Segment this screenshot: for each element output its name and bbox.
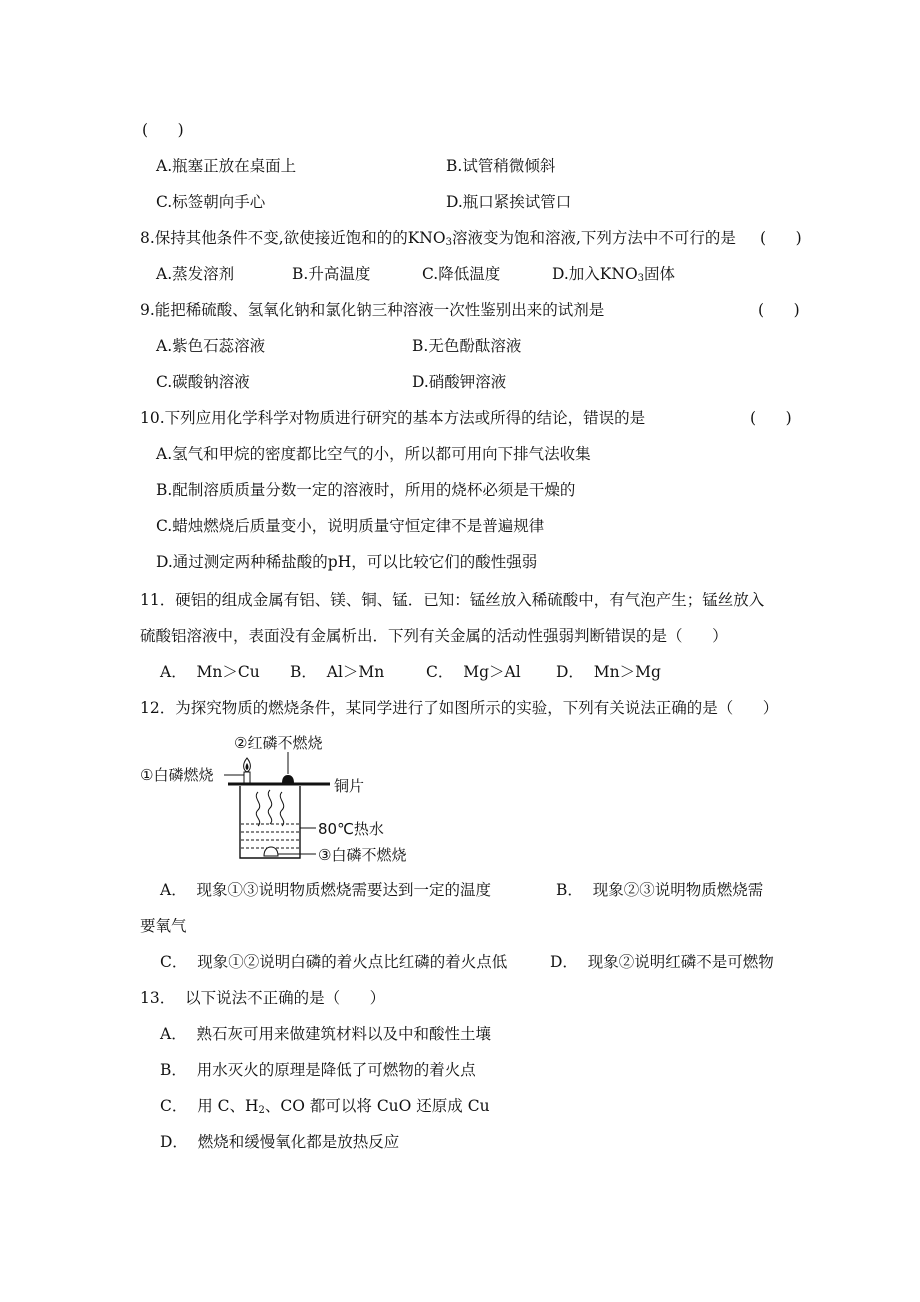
q12-stem: 12．为探究物质的燃烧条件，某同学进行了如图所示的实验，下列有关说法正确的是（ ）: [140, 699, 779, 717]
q8-option-c: C.降低温度: [422, 265, 501, 283]
q9-option-a: A.紫色石蕊溶液: [156, 337, 266, 355]
red-phosphorus-icon: [282, 775, 294, 783]
q11-option-a: A． Mn＞Cu: [160, 663, 260, 681]
q7-option-c: C.标签朝向手心: [156, 193, 266, 211]
q7-option-d: D.瓶口紧挨试管口: [446, 193, 572, 211]
q10-option-b: B.配制溶质质量分数一定的溶液时，所用的烧杯必须是干燥的: [156, 481, 576, 499]
q10-answer-bracket: ( ): [750, 409, 792, 427]
q12-experiment-figure: [138, 728, 438, 870]
q8-stem: 8.保持其他条件不变,欲使接近饱和的的$KNO_3$溶液变为饱和溶液,下列方法中不可行的是: [140, 229, 736, 248]
q13-option-c: C． 用 C、$H_2$、CO 都可以将 CuO 还原成 Cu: [160, 1097, 490, 1116]
q12-option-c: C． 现象①②说明白磷的着火点比红磷的着火点低: [160, 953, 508, 971]
q13-stem: 13． 以下说法不正确的是（ ）: [140, 989, 386, 1007]
figure-label-1: ①白磷燃烧: [140, 766, 214, 784]
q11-stem-line-1: 11．硬铝的组成金属有铝、镁、铜、锰．已知：锰丝放入稀硫酸中，有气泡产生；锰丝放入: [140, 591, 765, 609]
heat-wave-icon: [268, 790, 271, 824]
heat-wave-icon: [256, 792, 259, 826]
q12-option-d: D． 现象②说明红磷不是可燃物: [550, 953, 774, 971]
submerged-white-phosphorus-icon: [264, 847, 278, 856]
q9-option-b: B.无色酚酞溶液: [412, 337, 522, 355]
q11-option-b: B． Al＞Mn: [290, 663, 385, 681]
q7-answer-bracket: ( ): [142, 121, 184, 139]
q13-option-b: B． 用水灭火的原理是降低了可燃物的着火点: [160, 1061, 476, 1079]
q12-option-a: A． 现象①③说明物质燃烧需要达到一定的温度: [160, 881, 492, 899]
q11-stem-line-2: 硫酸铝溶液中，表面没有金属析出．下列有关金属的活动性强弱判断错误的是（ ）: [140, 627, 728, 645]
q7-option-b: B.试管稍微倾斜: [446, 157, 556, 175]
q10-option-a: A.氢气和甲烷的密度都比空气的小，所以都可用向下排气法收集: [156, 445, 591, 463]
heat-wave-icon: [280, 792, 283, 826]
q10-option-d: D.通过测定两种稀盐酸的pH，可以比较它们的酸性强弱: [156, 553, 538, 571]
q8-option-a: A.蒸发溶剂: [156, 265, 235, 283]
white-phosphorus-holder: [244, 772, 250, 783]
q11-option-c: C． Mg＞Al: [426, 663, 521, 681]
figure-label-3: ③白磷不燃烧: [318, 846, 407, 864]
q9-stem: 9.能把稀硫酸、氢氧化钠和氯化钠三种溶液一次性鉴别出来的试剂是: [140, 301, 605, 319]
figure-label-copper: 铜片: [334, 777, 365, 795]
q8-answer-bracket: ( ): [760, 229, 802, 247]
q12-option-b: B． 现象②③说明物质燃烧需: [556, 881, 764, 899]
q9-option-c: C.碳酸钠溶液: [156, 373, 250, 391]
q10-option-c: C.蜡烛燃烧后质量变小，说明质量守恒定律不是普遍规律: [156, 517, 545, 535]
q8-option-d: D.加入$KNO_3$固体: [552, 265, 676, 284]
figure-label-water: 80℃热水: [318, 820, 384, 838]
q13-option-a: A． 熟石灰可用来做建筑材料以及中和酸性土壤: [160, 1025, 492, 1043]
q10-stem: 10.下列应用化学科学对物质进行研究的基本方法或所得的结论，错误的是: [140, 409, 646, 427]
figure-label-2: ②红磷不燃烧: [234, 734, 323, 752]
q9-option-d: D.硝酸钾溶液: [412, 373, 507, 391]
q9-answer-bracket: ( ): [758, 301, 800, 319]
q7-option-a: A.瓶塞正放在桌面上: [156, 157, 297, 175]
q8-option-b: B.升高温度: [292, 265, 371, 283]
q11-option-d: D． Mn＞Mg: [556, 663, 661, 681]
q12-option-b-continued: 要氧气: [140, 917, 187, 935]
q13-option-d: D． 燃烧和缓慢氧化都是放热反应: [160, 1133, 400, 1151]
